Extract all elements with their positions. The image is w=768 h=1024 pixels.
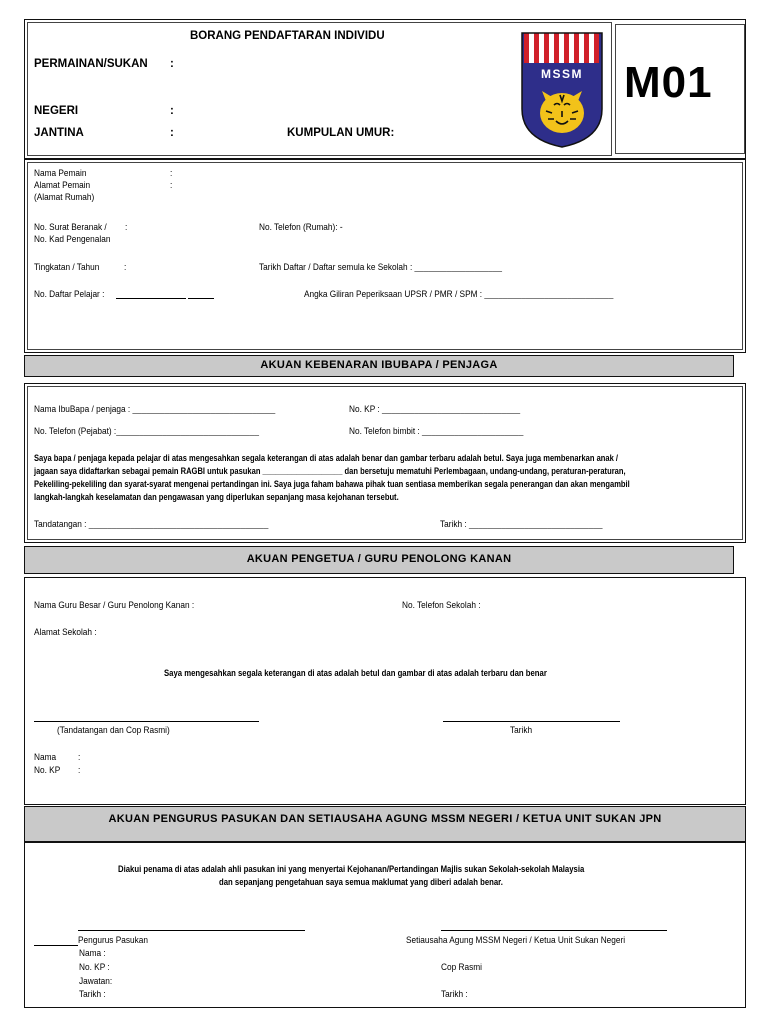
parent-declaration-line-4: langkah-langkah keselamatan dan pengawasan yang diperlukan sepanjang masa kejohanan tersebut. bbox=[34, 492, 399, 502]
grade-colon: : bbox=[124, 262, 127, 272]
form-title: BORANG PENDAFTARAN INDIVIDU bbox=[190, 30, 385, 42]
principal-section-box bbox=[24, 577, 746, 805]
game-label: PERMAINAN/SUKAN bbox=[34, 58, 148, 70]
parent-declaration-line-1: Saya bapa / penjaga kepada pelajar di atas mengesahkan segala keterangan di atas adalah benar dan gambar terbaru adalah betul. Saya juga membenarkan anak / bbox=[34, 453, 619, 463]
student-no-label: No. Daftar Pelajar : bbox=[34, 289, 105, 299]
birth-cert-label: No. Surat Beranak / bbox=[34, 222, 107, 232]
gender-label: JANTINA bbox=[34, 127, 84, 139]
stamp-label: Cop Rasmi bbox=[441, 962, 482, 972]
grade-label: Tingkatan / Tahun bbox=[34, 262, 100, 272]
state-label: NEGERI bbox=[34, 105, 79, 117]
player-address-note: (Alamat Rumah) bbox=[34, 192, 95, 202]
team-declaration-line-2: dan sepanjang pengetahuan saya semua maklumat yang diberi adalah benar. bbox=[219, 877, 503, 887]
principal-nama-colon: : bbox=[78, 752, 81, 762]
player-address-label: Alamat Pemain bbox=[34, 180, 91, 190]
parent-signature-label: Tandatangan : _______________________________________ bbox=[34, 519, 269, 529]
parent-name-label: Nama IbuBapa / penjaga : _______________________________ bbox=[34, 404, 276, 414]
student-no-line-2 bbox=[188, 298, 214, 299]
player-section-inner bbox=[27, 162, 743, 350]
principal-date-line bbox=[443, 721, 620, 722]
age-group-label: KUMPULAN UMUR: bbox=[287, 127, 395, 139]
principal-kp-colon: : bbox=[78, 765, 81, 775]
secretary-signature-line bbox=[441, 930, 667, 931]
manager-signature-line bbox=[78, 930, 305, 931]
principal-nama-label: Nama bbox=[34, 752, 57, 762]
reg-date-label: Tarikh Daftar / Daftar semula ke Sekolah : ___________________ bbox=[259, 262, 503, 272]
sign-stamp-label: (Tandatangan dan Cop Rasmi) bbox=[57, 725, 170, 735]
parent-declaration-line-2: jagaan saya didaftarkan sebagai pemain RAGBI untuk pasukan ___________________ dan bersetuju mematuhi Perlembagaan, undang-undang, peraturan-peraturan, bbox=[34, 466, 626, 476]
parent-declaration-line-3: Pekeliling-pekeliling dan syarat-syarat mengenai pertandingan ini. Saya juga faham bahawa pihak tuan sentiasa memberikan segala penerangan dan akan mengambil bbox=[34, 479, 630, 489]
team-date-left-label: Tarikh : bbox=[79, 989, 106, 999]
form-code: M01 bbox=[624, 58, 713, 107]
phone-home-label: No. Telefon (Rumah): - bbox=[259, 222, 343, 232]
parent-phone-office-label: No. Telefon (Pejabat) :_______________________________ bbox=[34, 426, 259, 436]
form-code-box bbox=[615, 24, 745, 154]
player-name-label: Nama Pemain bbox=[34, 168, 87, 178]
player-name-colon: : bbox=[170, 168, 173, 178]
player-address-colon: : bbox=[170, 180, 173, 190]
principal-date-label: Tarikh bbox=[510, 725, 533, 735]
parent-date-label: Tarikh : _____________________________ bbox=[440, 519, 603, 529]
mssm-logo-icon bbox=[520, 31, 604, 149]
principal-signature-line bbox=[34, 721, 259, 722]
birth-cert-colon: : bbox=[125, 222, 128, 232]
parent-phone-mobile-label: No. Telefon bimbit : ______________________ bbox=[349, 426, 524, 436]
team-section-title: AKUAN PENGURUS PASUKAN DAN SETIAUSAHA AGUNG MSSM NEGERI / KETUA UNIT SUKAN JPN bbox=[24, 806, 746, 842]
principal-declaration: Saya mengesahkan segala keterangan di atas adalah betul dan gambar di atas adalah terbaru dan benar bbox=[164, 668, 547, 678]
manager-prefix-line bbox=[34, 945, 78, 946]
secretary-label: Setiausaha Agung MSSM Negeri / Ketua Unit Sukan Negeri bbox=[406, 935, 626, 945]
principal-kp-label: No. KP bbox=[34, 765, 61, 775]
principal-name-label: Nama Guru Besar / Guru Penolong Kanan : bbox=[34, 600, 195, 610]
ic-label: No. Kad Pengenalan bbox=[34, 234, 111, 244]
team-position-label: Jawatan: bbox=[79, 976, 113, 986]
logo-text: MSSM bbox=[541, 67, 583, 81]
parent-kp-label: No. KP : ______________________________ bbox=[349, 404, 521, 414]
game-colon: : bbox=[170, 58, 174, 70]
gender-colon: : bbox=[170, 127, 174, 139]
school-phone-label: No. Telefon Sekolah : bbox=[402, 600, 481, 610]
team-kp-label: No. KP : bbox=[79, 962, 110, 972]
school-address-label: Alamat Sekolah : bbox=[34, 627, 97, 637]
team-nama-label: Nama : bbox=[79, 948, 106, 958]
manager-label: Pengurus Pasukan bbox=[78, 935, 148, 945]
exam-no-label: Angka Giliran Peperiksaan UPSR / PMR / SPM : ____________________________ bbox=[304, 289, 614, 299]
principal-section-title: AKUAN PENGETUA / GURU PENOLONG KANAN bbox=[24, 546, 734, 574]
state-colon: : bbox=[170, 105, 174, 117]
student-no-line bbox=[116, 298, 186, 299]
team-date-right-label: Tarikh : bbox=[441, 989, 468, 999]
team-declaration-line-1: Diakui penama di atas adalah ahli pasukan ini yang menyertai Kejohanan/Pertandingan Majlis sukan Sekolah-sekolah Malaysia bbox=[118, 864, 585, 874]
parent-section-title: AKUAN KEBENARAN IBUBAPA / PENJAGA bbox=[24, 355, 734, 377]
